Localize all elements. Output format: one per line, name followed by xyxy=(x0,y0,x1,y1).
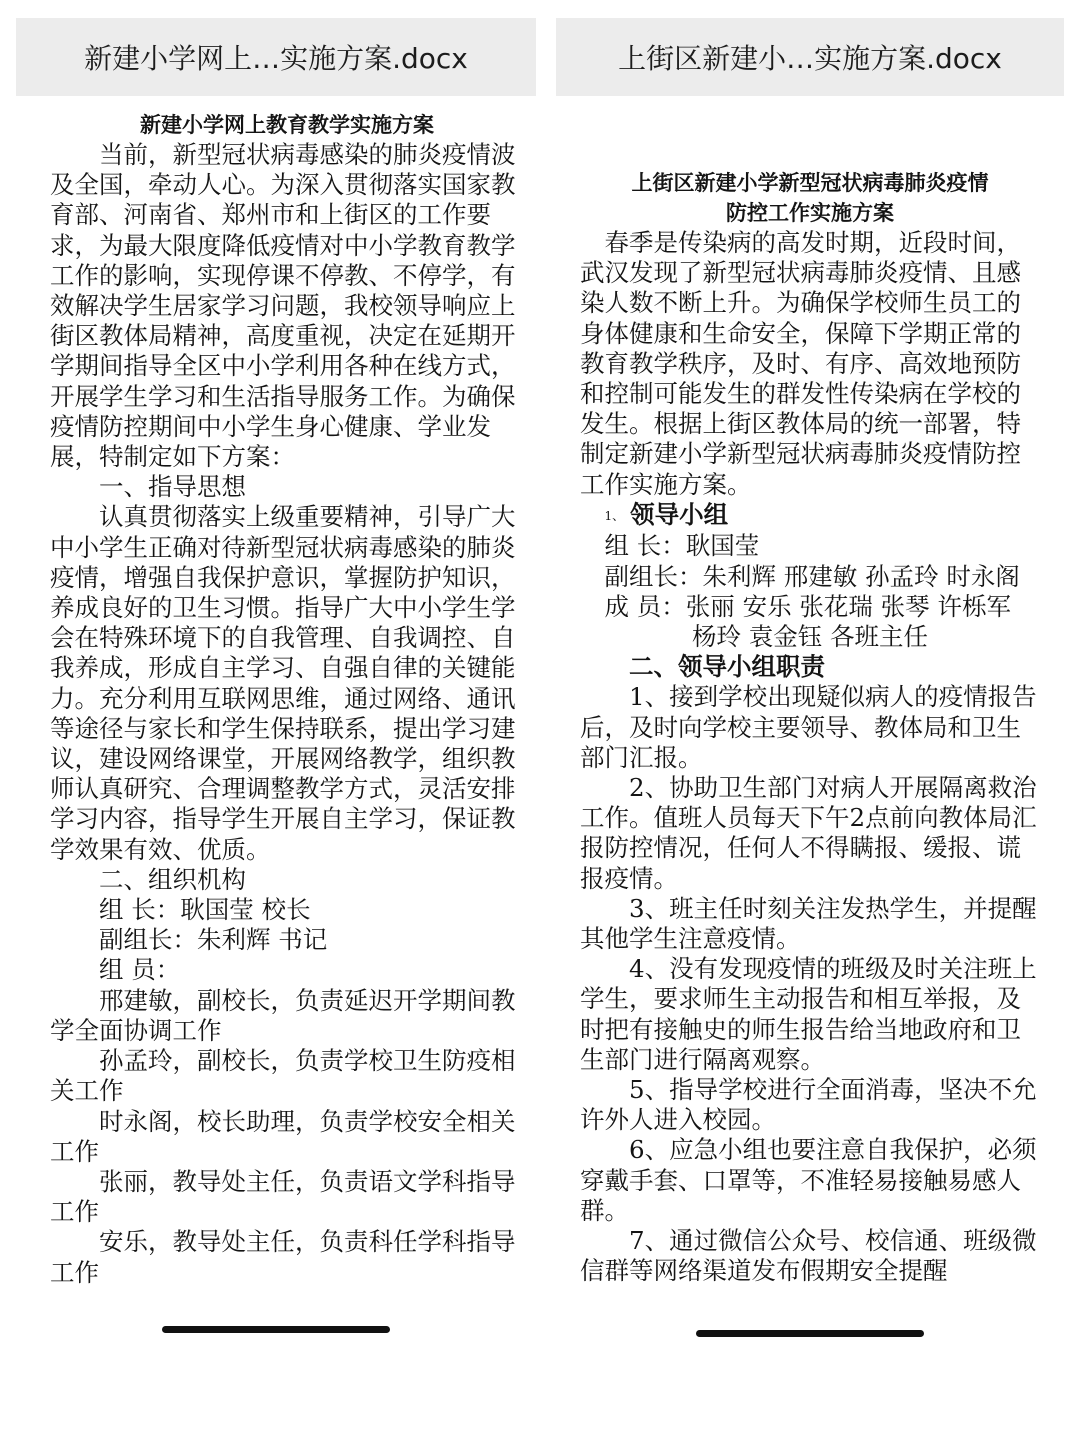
left-tab-title: 新建小学网上…实施方案.docx xyxy=(84,42,468,75)
right-underline-annotation xyxy=(696,1330,924,1337)
right-doc-title-line2: 防控工作实施方案 xyxy=(726,200,894,225)
left-doc-title: 新建小学网上教育教学实施方案 xyxy=(140,112,434,137)
left-document-tab[interactable] xyxy=(16,18,536,96)
left-member-line: 时永阁，校长助理，负责学校安全相关工作 xyxy=(50,1106,516,1166)
left-document-body xyxy=(16,96,536,1346)
left-member-line: 张丽，教导处主任，负责语文学科指导工作 xyxy=(50,1166,516,1227)
right-leader-line: 组 长：耿国莹 xyxy=(604,531,760,561)
right-intro-paragraph: 春季是传染病的高发时期，近段时间，武汉发现了新型冠状病毒肺炎疫情、且感染人数不断上升。为确保学校师生员工的身体健康和生命安全，保障下学期正常的教育教学秩序，及时、有序、高效地预防和控制可能发生的群发性传染病在学校的发生。根据上街区教体局的统一部署，特制定新建小学新型冠状病毒肺炎疫情防控工作实施方案。 xyxy=(580,228,1021,499)
right-tab-title: 上街区新建小…实施方案.docx xyxy=(618,42,1002,75)
right-section1-marker: 1、 xyxy=(604,509,625,524)
left-member-line: 邢建敏，副校长，负责延迟开学期间教学全面协调工作 xyxy=(50,985,516,1045)
right-duty-item: 3、班主任时刻关注发热学生，并提醒其他学生注意疫情。 xyxy=(580,893,1037,954)
right-members-line: 成 员：张丽 安乐 张花瑞 张琴 许栎军 xyxy=(604,591,1011,621)
right-duty-item: 2、协助卫生部门对病人开展隔离救治工作。值班人员每天下午2点前向教体局汇报防控情况，任何人不得瞒报、缓报、谎报疫情。 xyxy=(580,773,1037,893)
left-members-label: 组 员： xyxy=(99,955,181,985)
left-leader-line: 组 长：耿国莹 校长 xyxy=(99,895,311,925)
right-deputy-line: 副组长：朱利辉 邢建敏 孙孟玲 时永阁 xyxy=(604,561,1020,591)
right-section2-heading: 二、领导小组职责 xyxy=(629,652,825,682)
right-duty-item: 5、指导学校进行全面消毒，坚决不允许外人进入校园。 xyxy=(580,1075,1037,1135)
left-section2-heading: 二、组织机构 xyxy=(99,864,246,894)
right-section1-heading-text: 领导小组 xyxy=(630,499,729,529)
left-underline-annotation xyxy=(162,1326,390,1333)
right-duty-item: 4、没有发现疫情的班级及时关注班上学生，要求师生主动报告和相互举报，及时把有接触史的师生报告给当地政府和卫生部门进行隔离观察。 xyxy=(580,954,1037,1074)
left-section1-body: 认真贯彻落实上级重要精神，引导广大中小学生正确对待新型冠状病毒感染的肺炎疫情，增强自我保护意识，掌握防护知识，养成良好的卫生习惯。指导广大中小学生学会在特殊环境下的自我管理、自我调控、自我养成，形成自主学习、自强自律的关键能力。充分利用互联网思维，通过网络、通讯等途径与家长和学生保持联系，提出学习建议，建设网络课堂，开展网络教学，组织教师认真研究、合理调整教学方式，灵活安排学习内容，指导学生开展自主学习，保证教学效果有效、优质。 xyxy=(50,502,516,864)
right-section1-heading xyxy=(580,500,1040,532)
left-intro-paragraph: 当前，新型冠状病毒感染的肺炎疫情波及全国，牵动人心。为深入贯彻落实国家教育部、河南省、郑州市和上街区的工作要求，为最大限度降低疫情对中小学教育教学工作的影响，实现停课不停教、不停学，有效解决学生居家学习问题，我校领导响应上街区教体局精神，高度重视，决定在延期开学期间指导全区中小学利用各种在线方式，开展学生学习和生活指导服务工作。为确保疫情防控期间中小学生身心健康、学业发展，特制定如下方案： xyxy=(50,140,516,472)
left-member-line: 安乐，教导处主任，负责科任学科指导工作 xyxy=(50,1227,516,1287)
right-members-cont-line: 杨玲 袁金钰 各班主任 xyxy=(691,622,929,652)
bottom-blank-area xyxy=(0,1346,1080,1440)
right-document-body xyxy=(556,96,1064,1346)
right-duty-item: 6、应急小组也要注意自我保护，必须穿戴手套、口罩等，不准轻易接触易感人群。 xyxy=(580,1135,1037,1225)
right-duty-item: 1、接到学校出现疑似病人的疫情报告后，及时向学校主要领导、教体局和卫生部门汇报。 xyxy=(580,682,1037,772)
right-document-tab[interactable] xyxy=(556,18,1064,96)
right-doc-title-line1: 上街区新建小学新型冠状病毒肺炎疫情 xyxy=(631,170,989,195)
right-duty-item: 7、通过微信公众号、校信通、班级微信群等网络渠道发布假期安全提醒 xyxy=(580,1226,1037,1286)
left-deputy-line: 副组长：朱利辉 书记 xyxy=(99,925,328,955)
left-member-line: 孙孟玲，副校长，负责学校卫生防疫相关工作 xyxy=(50,1046,516,1106)
left-section1-heading: 一、指导思想 xyxy=(99,472,246,502)
